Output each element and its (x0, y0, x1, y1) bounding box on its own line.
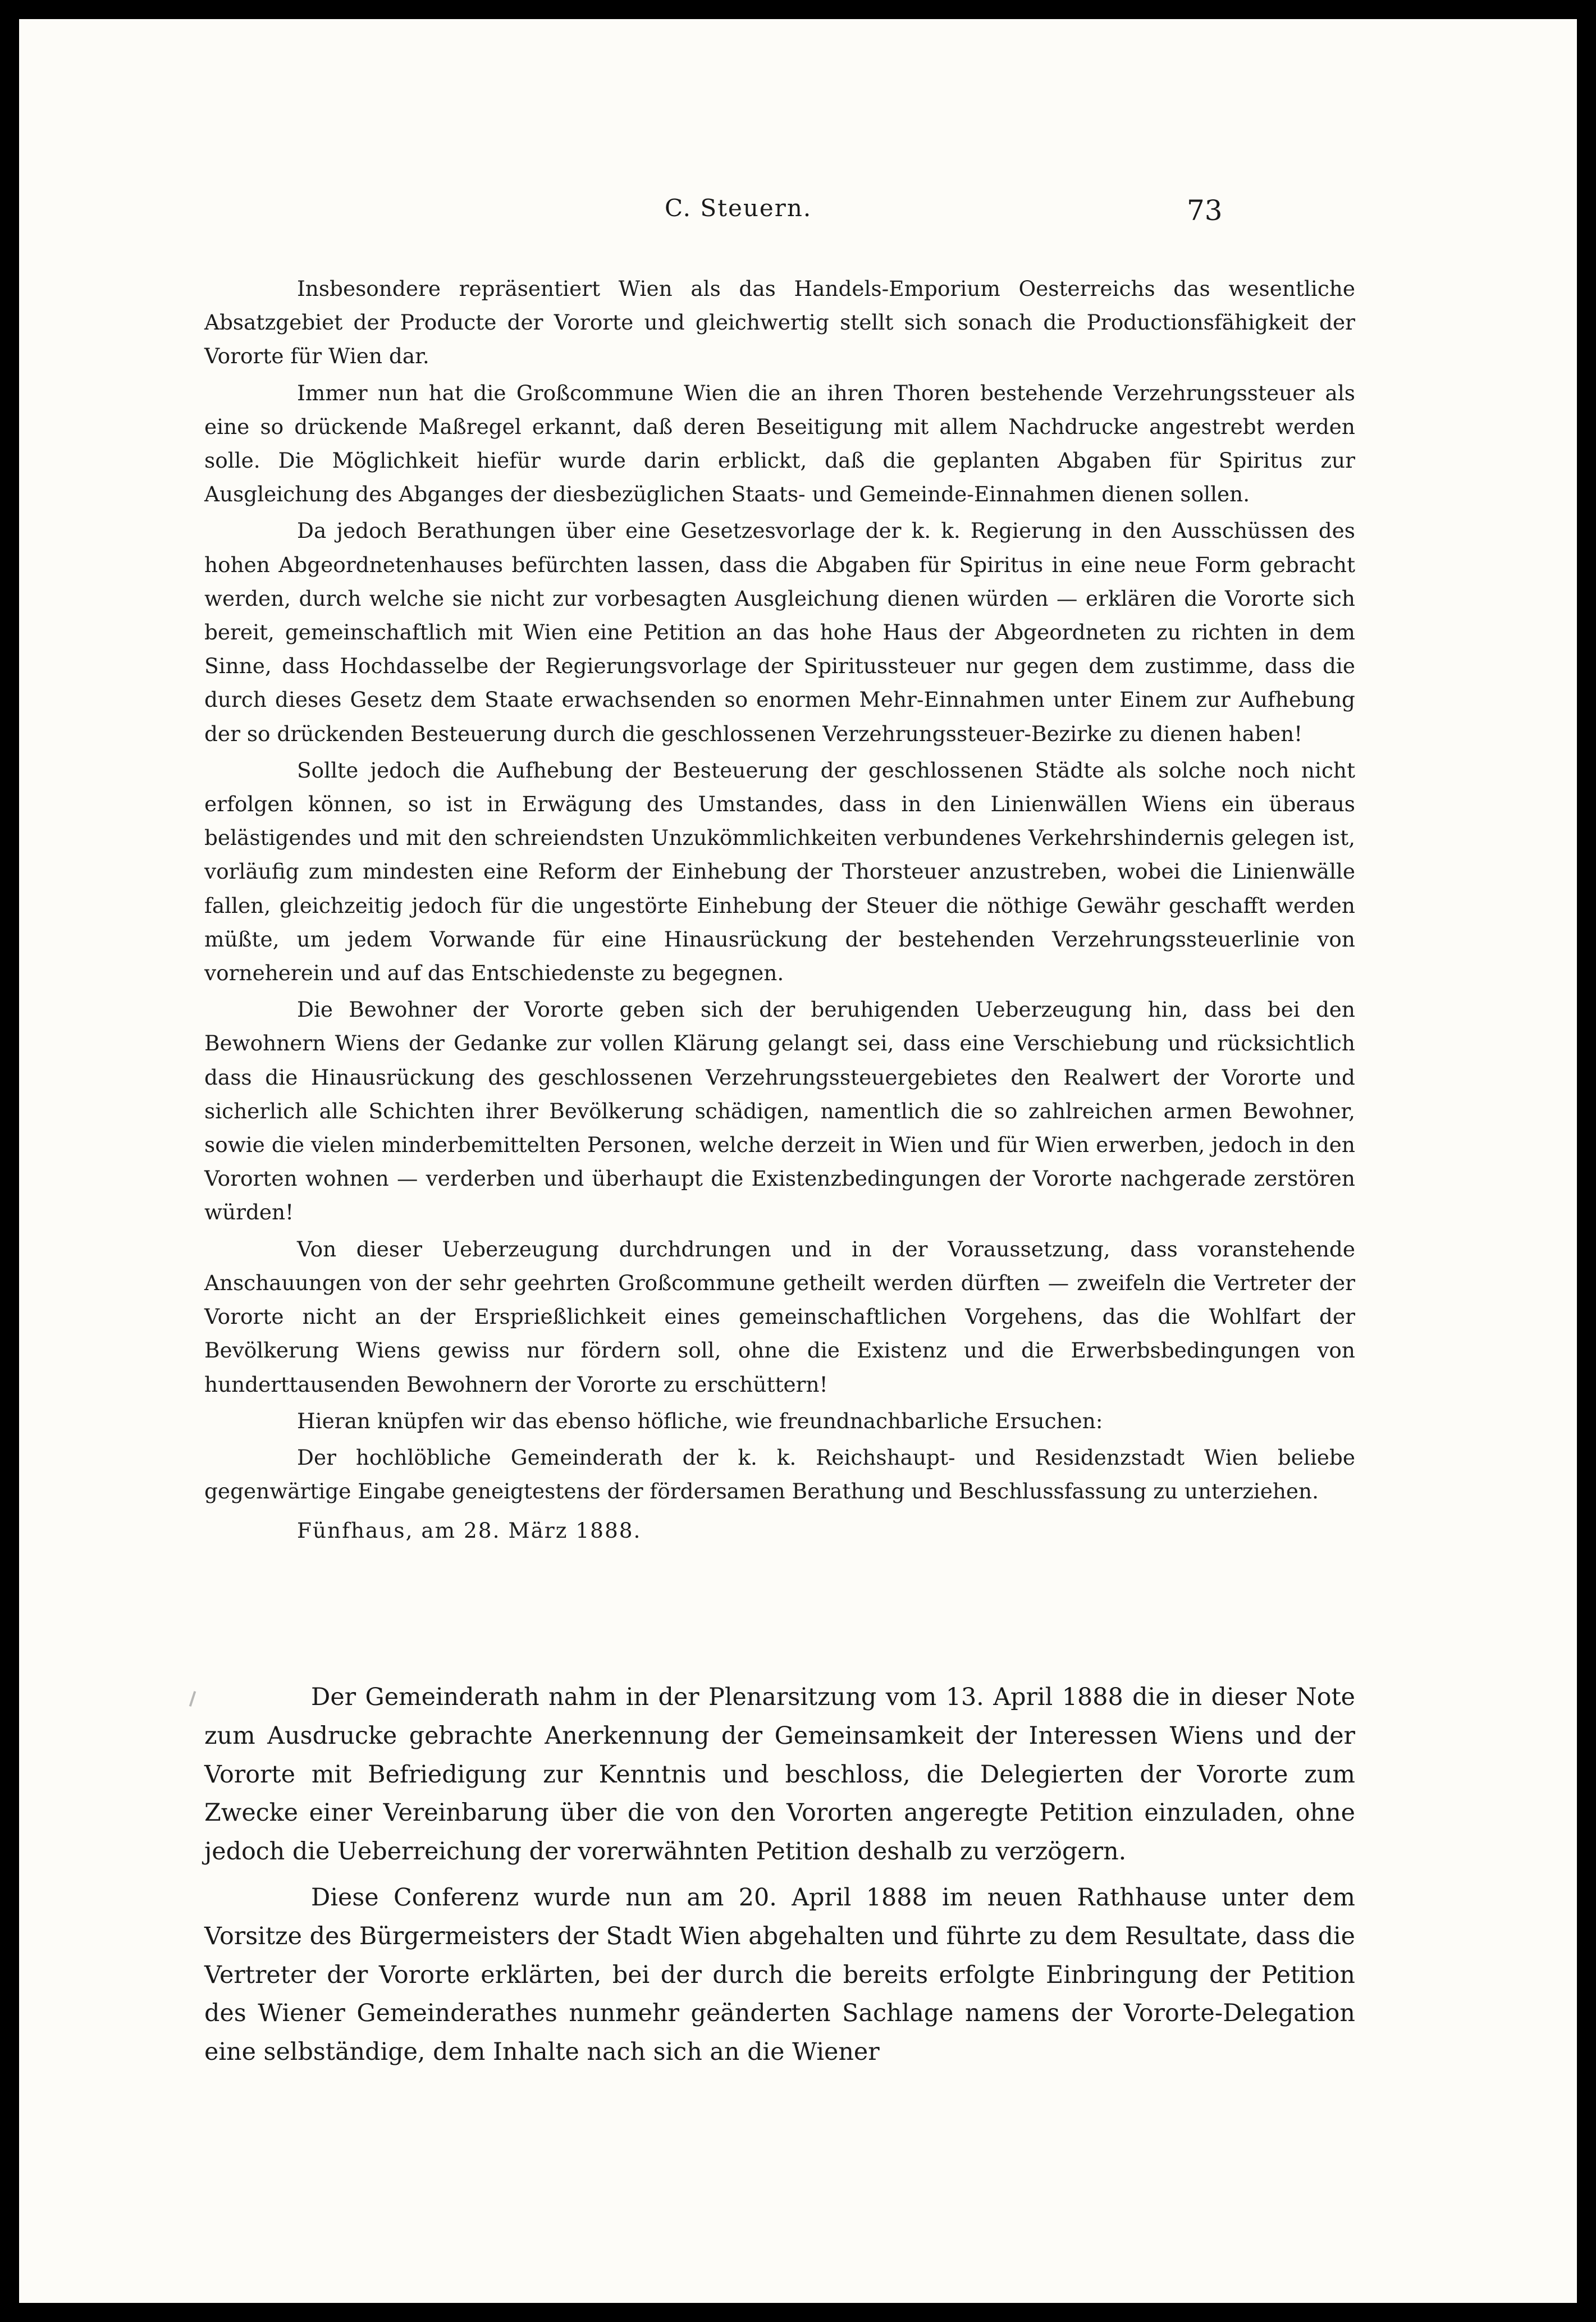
paragraph: Der Gemeinderath nahm in der Plenarsitzung vom 13. April 1888 die in dieser Note zum Ausdrucke gebrachte Anerkennung der Gemeinsamkeit der Interessen Wiens und der Vororte mit Befriedigung zur Kenntnis und beschloss, die Delegierten der Vororte zum Zwecke einer Vereinbarung über die von den Vororten angeregte Petition einzuladen, ohne jedoch die Ueberreichung der vorerwähnten Petition deshalb zu verzögern. (204, 1683, 1355, 1866)
page-number: 73 (1187, 194, 1223, 227)
paragraph: Diese Conferenz wurde nun am 20. April 1888 im neuen Rathhause unter dem Vorsitze des Bürgermeisters der Stadt Wien abgehalten und führte zu dem Resultate, dass die Vertreter der Vororte erklärten, bei der durch die bereits erfolgte Einbringung der Petition des Wiener Gemeinderathes nunmehr geänderten Sachlage namens der Vororte-Delegation eine selbständige, dem Inhalte nach sich an die Wiener (204, 1883, 1355, 2067)
narrative-text (204, 1678, 1355, 2079)
paragraph: Von dieser Ueberzeugung durchdrungen und in der Voraussetzung, dass voranstehende Anschauungen von der sehr geehrten Großcommune getheilt werden dürften — zweifeln die Vertreter der Vororte nicht an der Ersprießlichkeit eines gemeinschaftlichen Vorgehens, das die Wohlfart der Bevölkerung Wiens gewiss nur fördern soll, ohne die Existenz und die Erwerbsbedingungen von hunderttausenden Bewohnern der Vororte zu erschüttern! (204, 1236, 1355, 1397)
paragraph: Der hochlöbliche Gemeinderath der k. k. Reichshaupt- und Residenzstadt Wien beliebe gegenwärtige Eingabe geneigtestens der fördersamen Berathung und Beschlussfassung zu unterziehen. (204, 1445, 1355, 1504)
section-title: C. Steuern. (665, 194, 812, 222)
running-head (19, 194, 1577, 228)
paragraph: Insbesondere repräsentiert Wien als das Handels-Emporium Oesterreichs das wesentliche Absatzgebiet der Producte der Vororte und gleichwertig stellt sich sonach die Productionsfähigkeit der Vororte für Wien dar. (204, 276, 1355, 369)
place-date-line: Fünfhaus, am 28. März 1888. (297, 1518, 642, 1543)
paragraph: Die Bewohner der Vororte geben sich der beruhigenden Ueberzeugung hin, dass bei den Bewohnern Wiens der Gedanke zur vollen Klärung gelangt sei, dass eine Verschiebung und rücksichtlich dass die Hinausrückung des geschlossenen Verzehrungssteuergebietes den Realwert der Vororte und sicherlich alle Schichten ihrer Bevölkerung schädigen, namentlich die so zahlreichen armen Bewohner, sowie die vielen minderbemittelten Personen, welche derzeit in Wien und für Wien erwerben, jedoch in den Vororten wohnen — verderben und überhaupt die Existenzbedingungen der Vororte nachgerade zerstören würden! (204, 997, 1355, 1225)
paragraph: Da jedoch Berathungen über eine Gesetzesvorlage der k. k. Regierung in den Ausschüssen des hohen Abgeordnetenhauses befürchten lassen, dass die Abgaben für Spiritus in eine neue Form gebracht werden, durch welche sie nicht zur vorbesagten Ausgleichung dienen würden — erklären die Vororte sich bereit, gemeinschaftlich mit Wien eine Petition an das hohe Haus der Abgeordneten zu richten in dem Sinne, dass Hochdasselbe der Regierungsvorlage der Spiritussteuer nur gegen dem zustimme, dass die durch dieses Gesetz dem Staate erwachsenden so enormen Mehr-Einnahmen unter Einem zur Aufhebung der so drückenden Besteuerung durch die geschlossenen Verzehrungssteuer-Bezirke zu dienen haben! (204, 518, 1355, 746)
paragraph: Hieran knüpfen wir das ebenso höfliche, wie freundnachbarliche Ersuchen: (297, 1408, 1103, 1433)
quoted-petition-text (204, 272, 1355, 1551)
paragraph: Immer nun hat die Großcommune Wien die an ihren Thoren bestehende Verzehrungssteuer als eine so drückende Maßregel erkannt, daß deren Beseitigung mit allem Nachdrucke angestrebt werden solle. Die Möglichkeit hiefür wurde darin erblickt, daß die geplanten Abgaben für Spiritus zur Ausgleichung des Abganges der diesbezüglichen Staats- und Gemeinde-Einnahmen dienen sollen. (204, 380, 1355, 507)
pencil-mark (189, 1691, 196, 1707)
scanned-page (19, 19, 1577, 2303)
paragraph: Sollte jedoch die Aufhebung der Besteuerung der geschlossenen Städte als solche noch nicht erfolgen können, so ist in Erwägung des Umstandes, dass in den Linienwällen Wiens ein überaus belästigendes und mit den schreiendsten Unzukömmlichkeiten verbundenes Verkehrshindernis gelegen ist, vorläufig zum mindesten eine Reform der Einhebung der Thorsteuer anzustreben, wobei die Linienwälle fallen, gleichzeitig jedoch für die ungestörte Einhebung der Steuer die nöthige Gewähr geschafft werden müßte, um jedem Vorwande für eine Hinausrückung der bestehenden Verzehrungssteuerlinie von vorneherein und auf das Entschiedenste zu begegnen. (204, 757, 1355, 986)
